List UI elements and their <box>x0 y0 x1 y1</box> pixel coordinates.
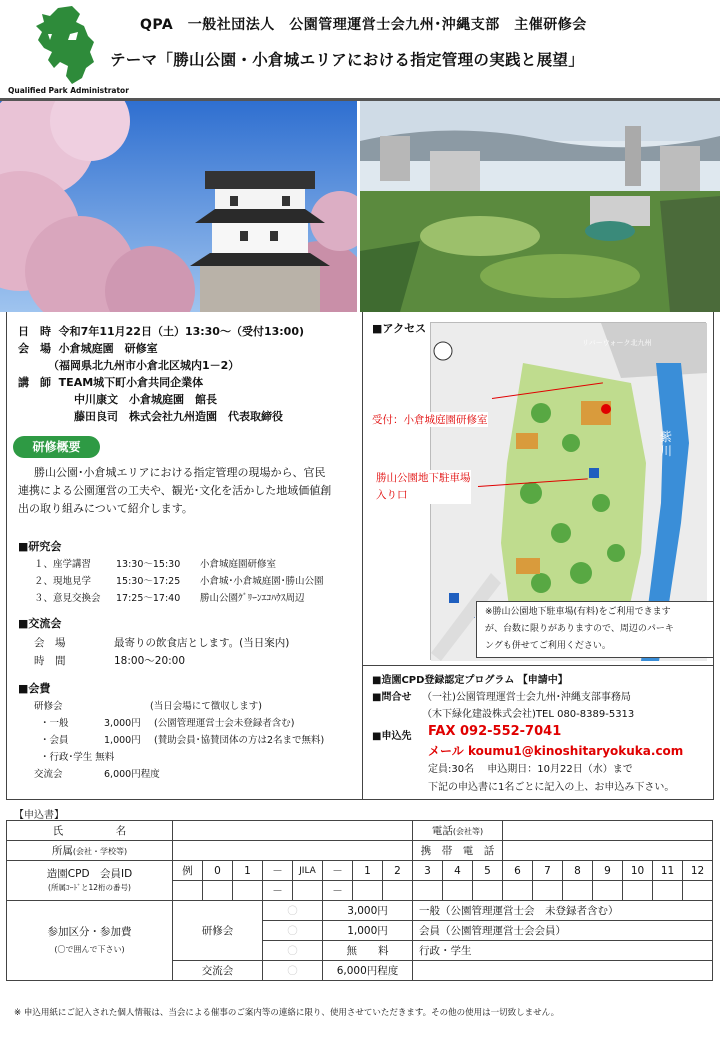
id-input[interactable] <box>563 881 593 901</box>
fees-details: 研修会 (当日会場にて徴収します) ・一般 3,000円 (公園管理運営士会未登録者含む) ・会員 1,000円 (賛助会員･協賛団体の方は2名まで無料) ・行政･学生 無料 交流会 6,000円程度 <box>34 701 325 780</box>
phone-label: 電話(会社等) <box>413 821 503 841</box>
id-input[interactable] <box>293 881 323 901</box>
id-cell: 1 <box>233 861 263 881</box>
castle-photo <box>0 101 357 312</box>
fee-cell: 3,000円 <box>323 901 413 921</box>
id-cell: 12 <box>683 861 713 881</box>
id-input[interactable] <box>683 881 713 901</box>
application-form <box>6 820 713 981</box>
venue-address: （福岡県北九州市小倉北区城内1－2） <box>48 359 240 372</box>
id-dash: － <box>323 881 353 901</box>
id-input[interactable] <box>413 881 443 901</box>
date-value: 令和7年11月22日（土）13:30～（受付13:00) <box>58 325 304 338</box>
fax-number[interactable]: FAX 092-552-7041 <box>428 724 562 739</box>
date-row: 日 時 令和7年11月22日（土）13:30～（受付13:00) <box>18 325 304 338</box>
id-cell: － <box>263 861 293 881</box>
id-cell: 5 <box>473 861 503 881</box>
id-input[interactable] <box>173 881 203 901</box>
venue-row: 会 場 小倉城庭園 研修室 <box>18 342 158 355</box>
id-input[interactable] <box>593 881 623 901</box>
overview-text: 勝山公園･小倉城エリアにおける指定管理の現場から、官民 連携による公園運営の工夫や、観光･文化を活かした地域価値創 出の取り組みについて紹介します。 <box>18 466 332 515</box>
choice-circle[interactable]: 〇 <box>263 921 323 941</box>
map-river-label: 紫川 <box>660 430 673 458</box>
program-list <box>34 556 324 607</box>
type-cell <box>413 961 713 981</box>
program-item: ２、現地見学 15:30～17:25 小倉城･小倉城庭園･勝山公園 <box>34 576 324 587</box>
fee-cell: 1,000円 <box>323 921 413 941</box>
affiliation-label: 所属(会社・学校等) <box>7 841 173 861</box>
id-input[interactable] <box>233 881 263 901</box>
choice-circle[interactable]: 〇 <box>263 941 323 961</box>
parking-label: 勝山公園地下駐車場 入り口 <box>376 470 471 504</box>
column-divider <box>362 312 363 800</box>
form-title: 【申込書】 <box>14 810 64 821</box>
type-cell: 会員（公園管理運営士会会員） <box>413 921 713 941</box>
overview-badge: 研修概要 <box>13 436 100 458</box>
exchange-details: 会 場 最寄りの飲食店とします。(当日案内) 時 間 18:00～20:00 <box>34 637 290 667</box>
program-heading: ■研究会 <box>18 540 62 553</box>
fees-heading: ■会費 <box>18 682 51 695</box>
id-cell: 例 <box>173 861 203 881</box>
id-input[interactable] <box>653 881 683 901</box>
type-cell: 行政・学生 <box>413 941 713 961</box>
choice-circle[interactable]: 〇 <box>263 901 323 921</box>
id-cell: 1 <box>353 861 383 881</box>
name-input[interactable] <box>173 821 413 841</box>
lecturer-3: 藤田良司 株式会社九州造園 代表取締役 <box>74 410 283 423</box>
exchange-heading: ■交流会 <box>18 617 62 630</box>
id-cell: 3 <box>413 861 443 881</box>
party-label: 交流会 <box>173 961 263 981</box>
mobile-label: 携 帯 電 話 <box>413 841 503 861</box>
id-cell: 11 <box>653 861 683 881</box>
id-input[interactable] <box>623 881 653 901</box>
access-heading: ■アクセス <box>372 322 427 335</box>
phone-input[interactable] <box>503 821 713 841</box>
program-item: ３、意見交換会 17:25～17:40 勝山公園ｸﾞﾘｰﾝｴｺﾊｳｽ周辺 <box>34 593 305 604</box>
id-input[interactable] <box>503 881 533 901</box>
cpd-id-label: 造園CPD 会員ID (所属ｺｰﾄﾞと12桁の番号) <box>7 861 173 901</box>
id-input[interactable] <box>533 881 563 901</box>
id-input[interactable] <box>203 881 233 901</box>
privacy-footer: ※ 申込用紙にご記入された個人情報は、当会による催事のご案内等の連絡に限り、使用させていただきます。その他の使用は一切致しません。 <box>14 1008 560 1018</box>
logo-text: Qualified Park Administrator <box>8 86 129 95</box>
fee-cell: 無 料 <box>323 941 413 961</box>
id-input[interactable] <box>443 881 473 901</box>
choice-circle[interactable]: 〇 <box>263 961 323 981</box>
capacity-info: 定員:30名 申込期日：10月22日（水）まで <box>428 764 633 775</box>
mobile-input[interactable] <box>503 841 713 861</box>
id-dash: － <box>263 881 293 901</box>
id-cell: 6 <box>503 861 533 881</box>
aerial-park-photo <box>360 101 720 312</box>
map-riverwalk-label: リバーウォーク北九州 <box>582 339 652 347</box>
right-divider <box>362 665 714 666</box>
apply-label: ■申込先 <box>372 731 412 742</box>
reception-label: 受付：小倉城庭園研修室 <box>372 414 488 426</box>
id-input[interactable] <box>353 881 383 901</box>
email-link[interactable]: メール koumu1@kinoshitaryokuka.com <box>428 744 684 758</box>
apply-instruction: 下記の申込書に1名ごとに記入の上、お申込み下さい。 <box>428 782 675 793</box>
id-cell: JILA <box>293 861 323 881</box>
kyushu-logo-icon <box>28 4 108 86</box>
id-cell: 2 <box>383 861 413 881</box>
id-cell: － <box>323 861 353 881</box>
id-cell: 7 <box>533 861 563 881</box>
category-label: 参加区分・参加費 (〇で囲んで下さい) <box>7 901 173 981</box>
cpd-program: ■造園CPD登録認定プログラム 【申請中】 <box>372 675 568 686</box>
program-item: １、座学講習 13:30～15:30 小倉城庭園研修室 <box>34 559 277 570</box>
organizer-title: QPA 一般社団法人 公園管理運営士会九州･沖縄支部 主催研修会 <box>140 17 587 33</box>
id-cell: 0 <box>203 861 233 881</box>
parking-note: ※勝山公園地下駐車場(有料)をご利用できます が、台数に限りがありますので、周辺のパーキ ングも併せてご利用ください。 <box>476 601 714 658</box>
type-cell: 一般（公園管理運営士会 未登録者含む） <box>413 901 713 921</box>
id-input[interactable] <box>383 881 413 901</box>
contact-block: ■造園CPD登録認定プログラム 【申請中】 ■問合せ （一社)公園管理運営士会九州･沖縄支部事務局 （木下緑化建設株式会社)TEL 080-8389-5313 <box>372 672 634 723</box>
lecturer-2: 中川康文 小倉城庭園 館長 <box>74 393 217 406</box>
affiliation-input[interactable] <box>173 841 413 861</box>
id-cell: 9 <box>593 861 623 881</box>
theme-title: テーマ「勝山公園・小倉城エリアにおける指定管理の実践と展望」 <box>110 51 585 69</box>
lecturer-row: 講 師 TEAM城下町小倉共同企業体 <box>18 376 204 389</box>
seminar-label: 研修会 <box>173 901 263 961</box>
id-input[interactable] <box>473 881 503 901</box>
name-label: 氏 名 <box>7 821 173 841</box>
id-cell: 8 <box>563 861 593 881</box>
id-cell: 10 <box>623 861 653 881</box>
id-cell: 4 <box>443 861 473 881</box>
fee-cell: 6,000円程度 <box>323 961 413 981</box>
